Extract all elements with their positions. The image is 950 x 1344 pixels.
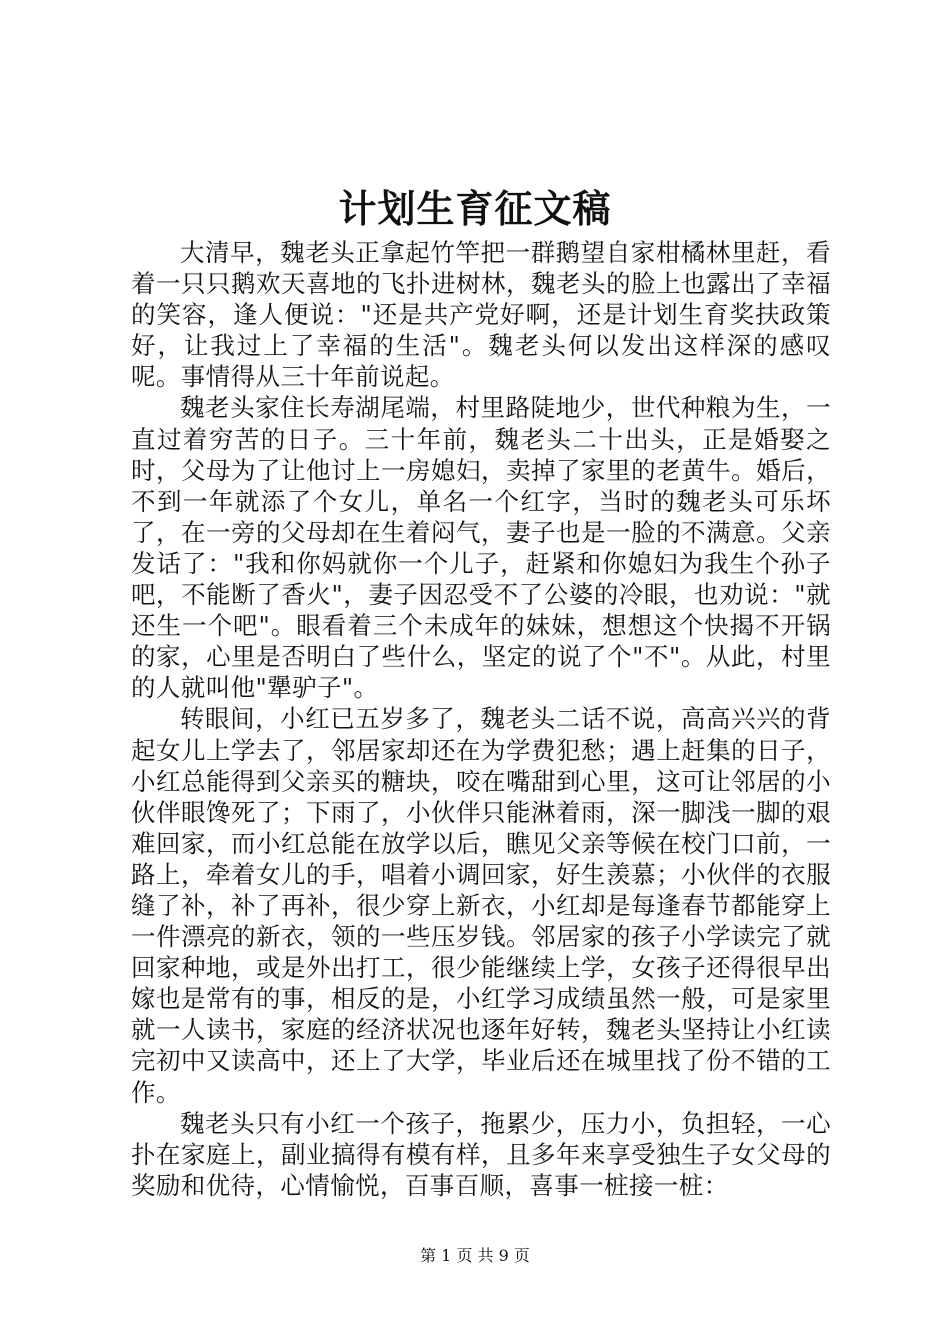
document-body [131, 237, 831, 1201]
page-number-footer: 第 1 页 共 9 页 [420, 1246, 530, 1265]
paragraph-4: 魏老头只有小红一个孩子，拖累少，压力小，负担轻，一心扑在家庭上，副业搞得有模有样，且多年来享受独生子女父母的奖励和优待，心情愉悦，百事百顺，喜事一桩接一桩： [131, 1108, 831, 1200]
paragraph-1: 大清早，魏老头正拿起竹竿把一群鹅望自家柑橘林里赶，看着一只只鹅欢天喜地的飞扑进树林，魏老头的脸上也露出了幸福的笑容，逢人便说："还是共产党好啊，还是计划生育奖扶政策好，让我过上了幸福的生活"。魏老头何以发出这样深的感叹呢。事情得从三十年前说起。 [131, 238, 831, 392]
document-title: 计划生育征文稿 [338, 186, 612, 231]
paragraph-3: 转眼间，小红已五岁多了，魏老头二话不说，高高兴兴的背起女儿上学去了，邻居家却还在为学费犯愁；遇上赶集的日子，小红总能得到父亲买的糖块，咬在嘴甜到心里，这可让邻居的小伙伴眼馋死了；下雨了，小伙伴只能淋着雨，深一脚浅一脚的艰难回家，而小红总能在放学以后，瞧见父亲等候在校门口前，一路上，牵着女儿的手，唱着小调回家，好生羡慕；小伙伴的衣服缝了补，补了再补，很少穿上新衣，小红却是每逢春节都能穿上一件漂亮的新衣，领的一些压岁钱。邻居家的孩子小学读完了就回家种地，或是外出打工，很少能继续上学，女孩子还得很早出嫁也是常有的事，相反的是，小红学习成绩虽然一般，可是家里就一人读书，家庭的经济状况也逐年好转，魏老头坚持让小红读完初中又读高中，还上了大学，毕业后还在城里找了份不错的工作。 [131, 704, 831, 1107]
paragraph-2: 魏老头家住长寿湖尾端，村里路陡地少，世代种粮为生，一直过着穷苦的日子。三十年前，魏老头二十出头，正是婚娶之时，父母为了让他讨上一房媳妇，卖掉了家里的老黄牛。婚后，不到一年就添了个女儿，单名一个红字，当时的魏老头可乐坏了，在一旁的父母却在生着闷气，妻子也是一脸的不满意。父亲发话了："我和你妈就你一个儿子，赶紧和你媳妇为我生个孙子吧，不能断了香火"，妻子因忍受不了公婆的冷眼，也劝说："就还生一个吧"。眼看着三个未成年的妹妹，想想这个快揭不开锅的家，心里是否明白了些什么，坚定的说了个"不"。从此，村里的人就叫他"犟驴子"。 [131, 393, 831, 703]
